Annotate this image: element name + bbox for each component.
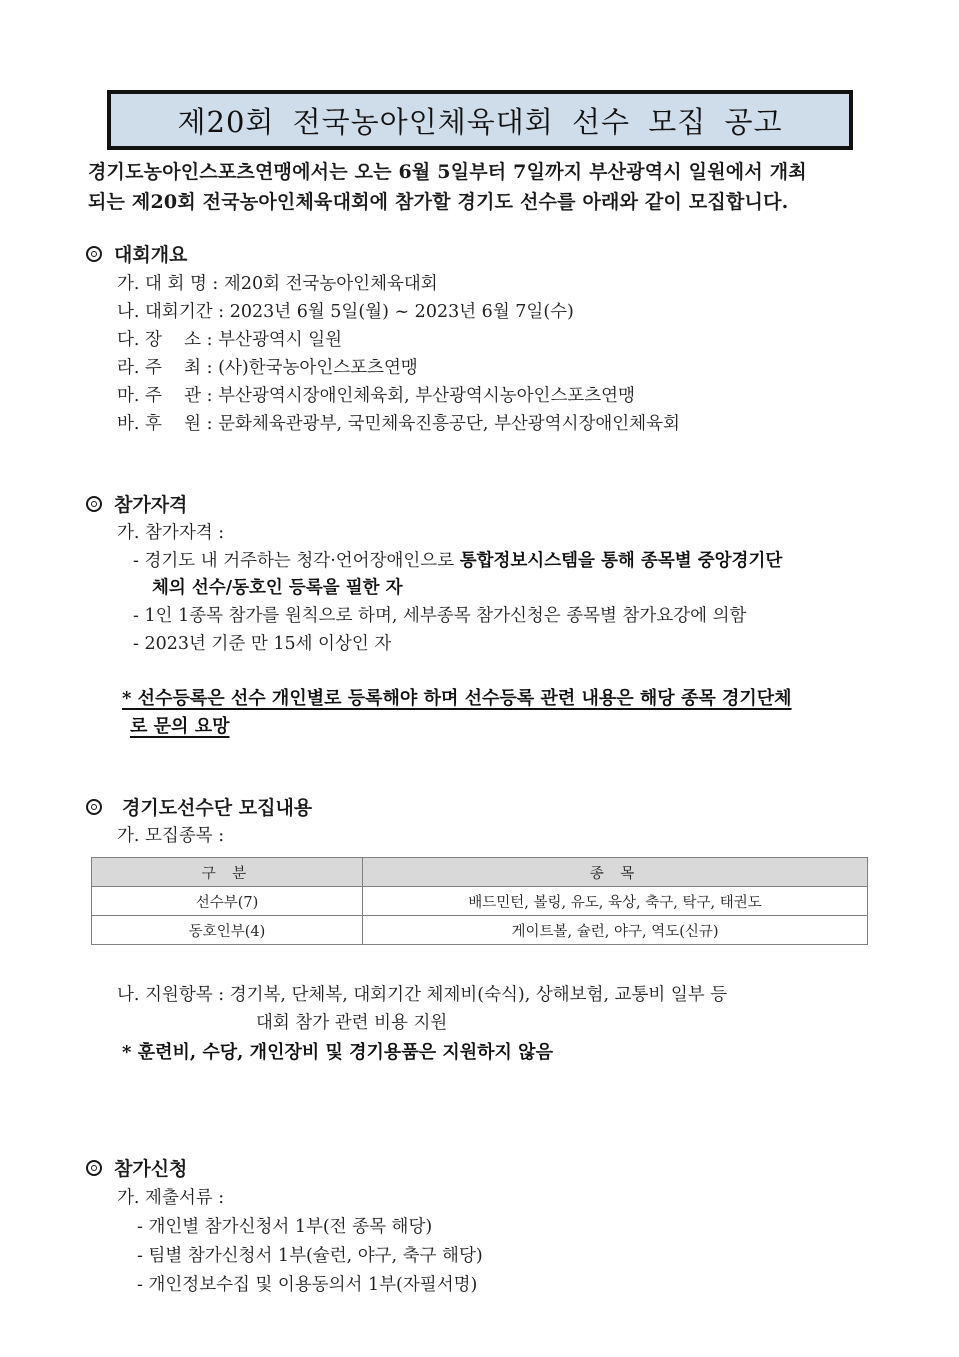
eligibility-bullet-3: - 2023년 기준 만 15세 이상인 자 — [133, 634, 392, 654]
double-circle-bullet-icon — [86, 1160, 102, 1176]
title-box — [107, 90, 853, 150]
support-items-cont: 대회 참가 관련 비용 지원 — [256, 1013, 448, 1033]
double-circle-bullet-icon — [86, 246, 102, 262]
overview-item: 다. 장 소 : 부산광역시 일원 — [117, 330, 343, 350]
document-item: - 개인정보수집 및 이용동의서 1부(자필서명) — [137, 1275, 478, 1295]
overview-item: 마. 주 관 : 부산광역시장애인체육회, 부산광역시농아인스포츠연맹 — [117, 386, 635, 406]
double-circle-bullet-icon — [86, 799, 102, 815]
support-items: 나. 지원항목 : 경기복, 단체복, 대회기간 체제비(숙식), 상해보험, 교통비 일부 등 — [117, 985, 728, 1005]
section-application-heading — [86, 1154, 187, 1181]
table-header-row — [92, 858, 868, 887]
recruitment-sub-label: 가. 모집종목 : — [117, 826, 225, 846]
registration-note-line-2: 로 문의 요망 — [130, 716, 230, 737]
eligibility-bullet-1-cont: 체의 선수/동호인 등록을 필한 자 — [152, 578, 403, 598]
section-title: 경기도선수단 모집내용 — [122, 797, 313, 819]
overview-item: 라. 주 최 : (사)한국농아인스포츠연맹 — [117, 358, 418, 378]
document-item: - 개인별 참가신청서 1부(전 종목 해당) — [137, 1217, 433, 1237]
table-header: 종 목 — [363, 858, 868, 887]
document-item: - 팀별 참가신청서 1부(슐런, 야구, 축구 해당) — [137, 1246, 483, 1266]
table-header: 구 분 — [92, 858, 363, 887]
intro-line-1: 경기도농아인스포츠연맹에서는 오는 6월 5일부터 7일까지 부산광역시 일원에서 개최 — [88, 161, 807, 183]
table-cell-events: 배드민턴, 볼링, 유도, 육상, 축구, 탁구, 태권도 — [363, 887, 868, 916]
overview-item: 바. 후 원 : 문화체육관광부, 국민체육진흥공단, 부산광역시장애인체육회 — [117, 414, 680, 434]
double-circle-bullet-icon — [86, 496, 102, 512]
eligibility-bullet-2: - 1인 1종목 참가를 원칙으로 하며, 세부종목 참가신청은 종목별 참가요강에 의함 — [133, 606, 747, 626]
support-exclusion-note: * 훈련비, 수당, 개인장비 및 경기용품은 지원하지 않음 — [122, 1042, 553, 1063]
eligibility-bullet-1: - 경기도 내 거주하는 청각·언어장애인으로 통합정보시스템을 통해 종목별 중앙경기단 — [133, 551, 783, 571]
section-title: 참가자격 — [114, 494, 188, 516]
table-cell-category: 선수부(7) — [92, 887, 363, 916]
section-title: 대회개요 — [114, 244, 188, 266]
eligibility-sub-label: 가. 참가자격 : — [117, 523, 225, 543]
application-sub-label: 가. 제출서류 : — [117, 1188, 225, 1208]
section-overview-heading — [86, 240, 187, 267]
section-title: 참가신청 — [114, 1158, 188, 1180]
table-row — [92, 916, 868, 945]
page-title: 제20회 전국농아인체육대회 선수 모집 공고 — [177, 104, 783, 139]
events-table — [91, 857, 868, 945]
overview-item: 나. 대회기간 : 2023년 6월 5일(월) ~ 2023년 6월 7일(수) — [117, 302, 574, 322]
overview-item: 가. 대 회 명 : 제20회 전국농아인체육대회 — [117, 274, 438, 294]
table-row — [92, 887, 868, 916]
intro-line-2: 되는 제20회 전국농아인체육대회에 참가할 경기도 선수를 아래와 같이 모집합니다. — [88, 191, 789, 213]
table-cell-events: 게이트볼, 슐런, 야구, 역도(신규) — [363, 916, 868, 945]
section-recruitment-heading — [86, 793, 312, 820]
section-eligibility-heading — [86, 490, 187, 517]
table-cell-category: 동호인부(4) — [92, 916, 363, 945]
registration-note-line-1: * 선수등록은 선수 개인별로 등록해야 하며 선수등록 관련 내용은 해당 종목 경기단체 — [122, 688, 792, 709]
